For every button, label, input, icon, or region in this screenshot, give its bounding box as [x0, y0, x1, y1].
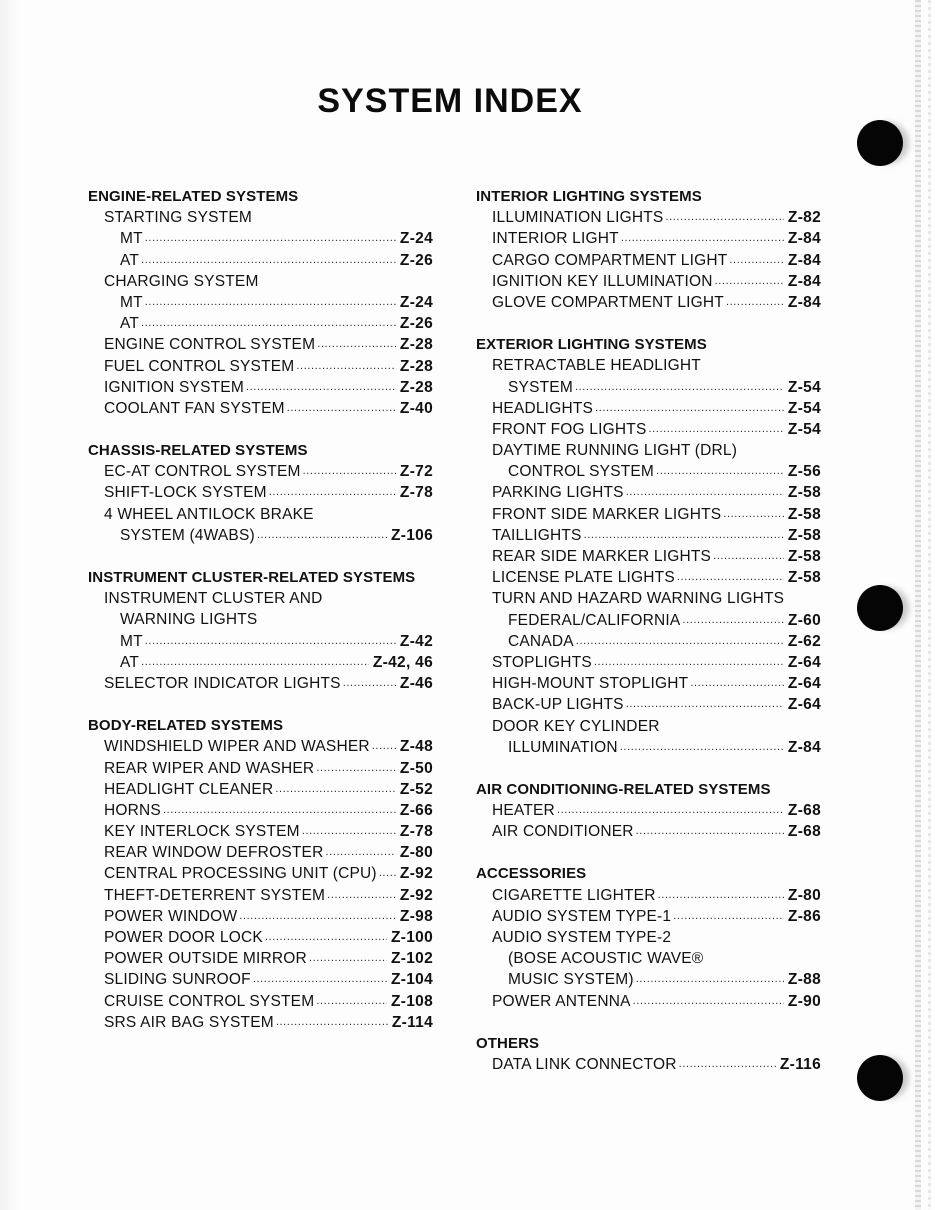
page-reference[interactable]: Z-84 [787, 738, 821, 756]
index-section [476, 863, 821, 1011]
index-entry[interactable] [88, 885, 433, 906]
section-heading: BODY-RELATED SYSTEMS [88, 717, 284, 735]
page-reference[interactable]: Z-78 [399, 823, 433, 841]
dot-leader [316, 758, 396, 779]
page-reference[interactable]: Z-84 [787, 293, 821, 311]
entry-label: POWER OUTSIDE MIRROR [104, 950, 307, 968]
section-heading: OTHERS [476, 1034, 540, 1052]
page-reference[interactable]: Z-108 [391, 992, 433, 1010]
index-entry[interactable] [88, 673, 433, 694]
index-entry[interactable] [88, 334, 433, 355]
entry-label: AIR CONDITIONER [492, 823, 634, 841]
page-reference[interactable]: Z-28 [399, 357, 433, 375]
dot-leader [246, 377, 396, 398]
dot-leader [656, 461, 784, 482]
page-reference[interactable]: Z-58 [787, 505, 821, 523]
index-section [476, 334, 821, 758]
page-reference[interactable]: Z-64 [787, 653, 821, 671]
page-reference[interactable]: Z-104 [391, 971, 433, 989]
page-reference[interactable]: Z-114 [391, 1013, 433, 1031]
entry-label: MT [120, 230, 143, 248]
entry-label: IGNITION SYSTEM [104, 378, 244, 396]
index-entry[interactable] [88, 652, 433, 673]
entry-label: WINDSHIELD WIPER AND WASHER [104, 738, 370, 756]
index-entry[interactable] [476, 461, 821, 482]
index-entry[interactable] [476, 567, 821, 588]
dot-leader [265, 927, 387, 948]
index-entry[interactable] [476, 673, 821, 694]
index-entry [88, 504, 433, 525]
index-entry [476, 927, 821, 948]
entry-label: MUSIC SYSTEM) [508, 971, 634, 989]
entry-label: HEATER [492, 802, 555, 820]
dot-leader [275, 779, 396, 800]
page-reference[interactable]: Z-28 [399, 378, 433, 396]
entry-label: HEADLIGHT CLEANER [104, 780, 274, 798]
index-entry[interactable] [476, 419, 821, 440]
dot-leader [327, 885, 396, 906]
dot-leader [309, 948, 387, 969]
index-column-left [88, 186, 433, 1054]
index-section [88, 186, 433, 419]
page-reference[interactable]: Z-84 [787, 230, 821, 248]
page-reference[interactable]: Z-64 [787, 675, 821, 693]
dot-leader [303, 461, 396, 482]
index-entry[interactable] [88, 461, 433, 482]
index-entry[interactable] [476, 292, 821, 313]
dot-leader [626, 694, 784, 715]
section-heading: INSTRUMENT CLUSTER-RELATED SYSTEMS [88, 569, 416, 586]
dot-leader [145, 228, 396, 249]
index-entry[interactable] [476, 228, 821, 249]
entry-label: INTERIOR LIGHT [492, 230, 619, 248]
index-entry[interactable] [476, 250, 821, 271]
entry-label: WARNING LIGHTS [120, 611, 258, 629]
index-entry [88, 271, 433, 292]
entry-label: SRS AIR BAG SYSTEM [104, 1013, 274, 1031]
entry-label: INSTRUMENT CLUSTER AND [104, 590, 323, 608]
page-reference[interactable]: Z-42 [399, 632, 433, 650]
binder-hole-middle [857, 585, 903, 631]
index-entry[interactable] [476, 694, 821, 715]
page-reference[interactable]: Z-80 [399, 844, 433, 862]
dot-leader [679, 1054, 776, 1075]
entry-label: MT [120, 293, 143, 311]
page-reference[interactable]: Z-28 [399, 336, 433, 354]
page-reference[interactable]: Z-54 [787, 378, 821, 396]
section-heading: EXTERIOR LIGHTING SYSTEMS [476, 336, 707, 354]
dot-leader [575, 377, 784, 398]
index-entry[interactable] [476, 652, 821, 673]
index-section [476, 1033, 821, 1075]
index-entry[interactable] [476, 1054, 821, 1075]
index-entry[interactable] [88, 1012, 433, 1033]
entry-label: DOOR KEY CYLINDER [492, 717, 660, 735]
dot-leader [145, 292, 396, 313]
index-entry[interactable] [88, 991, 433, 1012]
dot-leader [269, 482, 396, 503]
dot-leader [276, 1012, 388, 1033]
page-reference[interactable]: Z-58 [787, 526, 821, 544]
page-reference[interactable]: Z-72 [399, 463, 433, 481]
index-entry[interactable] [476, 885, 821, 906]
dot-leader [576, 631, 784, 652]
page-reference[interactable]: Z-52 [399, 780, 433, 798]
entry-label: LICENSE PLATE LIGHTS [492, 569, 675, 587]
index-entry[interactable] [88, 631, 433, 652]
dot-leader [287, 398, 396, 419]
entry-label: CARGO COMPARTMENT LIGHT [492, 251, 728, 269]
page-reference[interactable]: Z-84 [787, 251, 821, 269]
entry-label: 4 WHEEL ANTILOCK BRAKE [104, 505, 314, 523]
entry-label: POWER DOOR LOCK [104, 929, 263, 946]
entry-label: BACK-UP LIGHTS [492, 696, 624, 714]
entry-label: SLIDING SUNROOF [104, 971, 251, 989]
index-entry[interactable] [476, 207, 821, 228]
page-title: SYSTEM INDEX [317, 82, 583, 120]
index-entry[interactable] [476, 906, 821, 927]
entry-label: THEFT-DETERRENT SYSTEM [104, 886, 326, 904]
dot-leader [723, 504, 784, 525]
dot-leader [343, 673, 396, 694]
dot-leader [729, 250, 784, 271]
dot-leader [690, 673, 784, 694]
entry-label: KEY INTERLOCK SYSTEM [104, 823, 300, 841]
page-reference[interactable]: Z-68 [787, 823, 821, 841]
page-reference[interactable]: Z-60 [787, 611, 821, 629]
entry-label: ILLUMINATION [508, 738, 618, 756]
index-entry[interactable] [88, 863, 433, 884]
entry-label: STOPLIGHTS [492, 653, 592, 671]
entry-label: HIGH-MOUNT STOPLIGHT [492, 675, 689, 693]
index-entry[interactable] [88, 927, 433, 948]
page-reference[interactable]: Z-48 [399, 738, 433, 756]
dot-leader [257, 525, 387, 546]
page-reference[interactable]: Z-26 [399, 251, 433, 269]
page-reference[interactable]: Z-64 [787, 696, 821, 714]
page-reference[interactable]: Z-90 [787, 992, 821, 1010]
page-reference[interactable]: Z-58 [787, 484, 821, 502]
entry-label: AT [120, 653, 140, 671]
page-reference[interactable]: Z-58 [787, 569, 821, 587]
entry-label: DAYTIME RUNNING LIGHT (DRL) [492, 442, 738, 460]
index-entry[interactable] [88, 398, 433, 419]
index-entry[interactable] [88, 800, 433, 821]
dot-leader [557, 800, 784, 821]
index-entry[interactable] [476, 991, 821, 1012]
index-entry[interactable] [88, 482, 433, 503]
dot-leader [648, 419, 783, 440]
page-reference[interactable]: Z-66 [399, 801, 433, 819]
index-entry[interactable] [476, 482, 821, 503]
entry-label: AT [120, 251, 140, 269]
page-reference[interactable]: Z-102 [391, 950, 433, 968]
index-entry[interactable] [476, 377, 821, 398]
page-reference[interactable]: Z-58 [787, 548, 821, 565]
entry-label: AUDIO SYSTEM TYPE-1 [492, 907, 672, 925]
index-entry[interactable] [88, 525, 433, 546]
dot-leader [621, 228, 784, 249]
entry-label: IGNITION KEY ILLUMINATION [492, 272, 713, 290]
entry-label: ILLUMINATION LIGHTS [492, 209, 664, 227]
page-reference[interactable]: Z-68 [787, 802, 821, 820]
dot-leader [316, 991, 387, 1012]
dot-leader [636, 821, 784, 842]
entry-label: REAR WIPER AND WASHER [104, 759, 315, 777]
page-reference[interactable]: Z-50 [399, 759, 433, 777]
index-entry [88, 588, 433, 609]
entry-label: CANADA [508, 632, 574, 650]
entry-label: TAILLIGHTS [492, 526, 582, 544]
index-section [88, 440, 433, 546]
entry-label: EC-AT CONTROL SYSTEM [104, 463, 301, 481]
page-reference[interactable]: Z-24 [399, 293, 433, 311]
page-reference[interactable]: Z-92 [399, 865, 433, 883]
page-reference[interactable]: Z-46 [399, 674, 433, 692]
index-section [476, 186, 821, 313]
entry-label: CONTROL SYSTEM [508, 463, 655, 481]
index-entry[interactable] [88, 377, 433, 398]
page-reference[interactable]: Z-86 [787, 907, 821, 925]
page-reference[interactable]: Z-88 [787, 971, 821, 989]
entry-label: FEDERAL/CALIFORNIA [508, 611, 681, 629]
entry-label: REAR SIDE MARKER LIGHTS [492, 548, 712, 565]
page-reference[interactable]: Z-82 [787, 209, 821, 227]
index-entry[interactable] [476, 271, 821, 292]
index-entry [476, 440, 821, 461]
index-section [476, 779, 821, 843]
index-entry[interactable] [476, 969, 821, 990]
entry-label: STARTING SYSTEM [104, 209, 252, 227]
dot-leader [620, 737, 784, 758]
entry-label: (BOSE ACOUSTIC WAVE® [508, 950, 704, 968]
index-entry [476, 588, 821, 609]
dot-leader [726, 292, 784, 313]
page-reference[interactable]: Z-98 [399, 907, 433, 925]
page-reference[interactable]: Z-54 [787, 399, 821, 417]
entry-label: CIGARETTE LIGHTER [492, 886, 656, 904]
dot-leader [239, 906, 396, 927]
index-entry[interactable] [88, 250, 433, 271]
dot-leader [594, 652, 784, 673]
entry-label: SHIFT-LOCK SYSTEM [104, 484, 267, 502]
page-reference[interactable]: Z-40 [399, 399, 433, 417]
page-reference[interactable]: Z-26 [399, 315, 433, 333]
entry-label: HORNS [104, 801, 161, 819]
index-entry[interactable] [88, 779, 433, 800]
dot-leader [145, 631, 396, 652]
index-entry[interactable] [476, 525, 821, 546]
page-reference[interactable]: Z-24 [399, 230, 433, 248]
dot-leader [372, 736, 396, 757]
dot-leader [715, 271, 784, 292]
index-entry [476, 355, 821, 376]
scan-edge-left [0, 0, 22, 1210]
dot-leader [658, 885, 784, 906]
index-entry[interactable] [88, 948, 433, 969]
section-heading: INTERIOR LIGHTING SYSTEMS [476, 188, 702, 205]
dot-leader [633, 991, 784, 1012]
index-section [88, 567, 433, 694]
entry-label: CHARGING SYSTEM [104, 272, 259, 290]
dot-leader [673, 906, 784, 927]
index-entry[interactable] [88, 758, 433, 779]
dot-leader [302, 821, 396, 842]
page-reference[interactable]: Z-84 [787, 272, 821, 290]
index-entry[interactable] [476, 737, 821, 758]
dot-leader [595, 398, 784, 419]
page-reference[interactable]: Z-62 [787, 632, 821, 650]
section-heading: ENGINE-RELATED SYSTEMS [88, 188, 299, 205]
page-reference[interactable]: Z-100 [391, 929, 433, 946]
entry-label: SELECTOR INDICATOR LIGHTS [104, 674, 341, 692]
dot-leader [682, 610, 784, 631]
index-entry [476, 948, 821, 969]
index-entry[interactable] [476, 610, 821, 631]
index-entry[interactable] [88, 736, 433, 757]
entry-label: FRONT SIDE MARKER LIGHTS [492, 505, 722, 523]
index-entry[interactable] [476, 821, 821, 842]
index-entry[interactable] [88, 821, 433, 842]
entry-label: ENGINE CONTROL SYSTEM [104, 336, 316, 354]
dot-leader [253, 969, 387, 990]
dot-leader [665, 207, 783, 228]
entry-label: MT [120, 632, 143, 650]
page-reference[interactable]: Z-54 [787, 420, 821, 438]
index-entry[interactable] [88, 228, 433, 249]
dot-leader [141, 250, 396, 271]
index-entry [88, 207, 433, 228]
entry-label: POWER WINDOW [104, 907, 238, 925]
entry-label: GLOVE COMPARTMENT LIGHT [492, 293, 724, 311]
scan-edge-right-outer [928, 0, 931, 1210]
dot-leader [317, 334, 396, 355]
index-entry[interactable] [476, 631, 821, 652]
dot-leader [141, 313, 396, 334]
dot-leader [325, 842, 395, 863]
index-entry [88, 609, 433, 630]
page-reference[interactable]: Z-92 [399, 886, 433, 904]
entry-label: AUDIO SYSTEM TYPE-2 [492, 929, 672, 946]
section-heading: AIR CONDITIONING-RELATED SYSTEMS [476, 780, 771, 798]
index-entry[interactable] [88, 292, 433, 313]
dot-leader [626, 482, 784, 503]
entry-label: CRUISE CONTROL SYSTEM [104, 992, 315, 1010]
index-entry[interactable] [476, 800, 821, 821]
scan-edge-right [915, 0, 921, 1210]
binder-hole-top [857, 120, 903, 166]
dot-leader [677, 567, 784, 588]
index-column-right [476, 186, 821, 1096]
dot-leader [584, 525, 784, 546]
index-entry[interactable] [88, 313, 433, 334]
page-reference[interactable]: Z-116 [779, 1055, 821, 1073]
entry-label: PARKING LIGHTS [492, 484, 624, 502]
index-entry[interactable] [88, 356, 433, 377]
entry-label: FUEL CONTROL SYSTEM [104, 357, 295, 375]
dot-leader [296, 356, 396, 377]
entry-label: DATA LINK CONNECTOR [492, 1055, 677, 1073]
page-reference[interactable]: Z-80 [787, 886, 821, 904]
index-entry[interactable] [88, 906, 433, 927]
entry-label: HEADLIGHTS [492, 399, 594, 417]
entry-label: SYSTEM [508, 378, 573, 396]
entry-label: CENTRAL PROCESSING UNIT (CPU) [104, 865, 377, 883]
index-entry [476, 716, 821, 737]
dot-leader [141, 652, 369, 673]
section-heading: CHASSIS-RELATED SYSTEMS [88, 442, 308, 460]
dot-leader [163, 800, 396, 821]
entry-label: SYSTEM (4WABS) [120, 526, 255, 544]
entry-label: POWER ANTENNA [492, 992, 631, 1010]
entry-label: REAR WINDOW DEFROSTER [104, 844, 324, 862]
entry-label: TURN AND HAZARD WARNING LIGHTS [492, 590, 785, 608]
index-entry[interactable] [476, 546, 821, 567]
dot-leader [713, 546, 784, 567]
index-entry[interactable] [476, 504, 821, 525]
page-reference[interactable]: Z-78 [399, 484, 433, 502]
index-entry[interactable] [88, 842, 433, 863]
page-reference[interactable]: Z-42, 46 [372, 653, 433, 671]
binder-hole-bottom [857, 1055, 903, 1101]
entry-label: RETRACTABLE HEADLIGHT [492, 357, 701, 375]
page-reference[interactable]: Z-106 [391, 526, 433, 544]
index-entry[interactable] [476, 398, 821, 419]
dot-leader [636, 969, 784, 990]
index-entry[interactable] [88, 969, 433, 990]
page-reference[interactable]: Z-56 [787, 463, 821, 481]
index-section [88, 715, 433, 1033]
dot-leader [379, 863, 396, 884]
section-heading: ACCESSORIES [476, 865, 587, 883]
entry-label: FRONT FOG LIGHTS [492, 420, 647, 438]
entry-label: AT [120, 315, 140, 333]
entry-label: COOLANT FAN SYSTEM [104, 399, 285, 417]
